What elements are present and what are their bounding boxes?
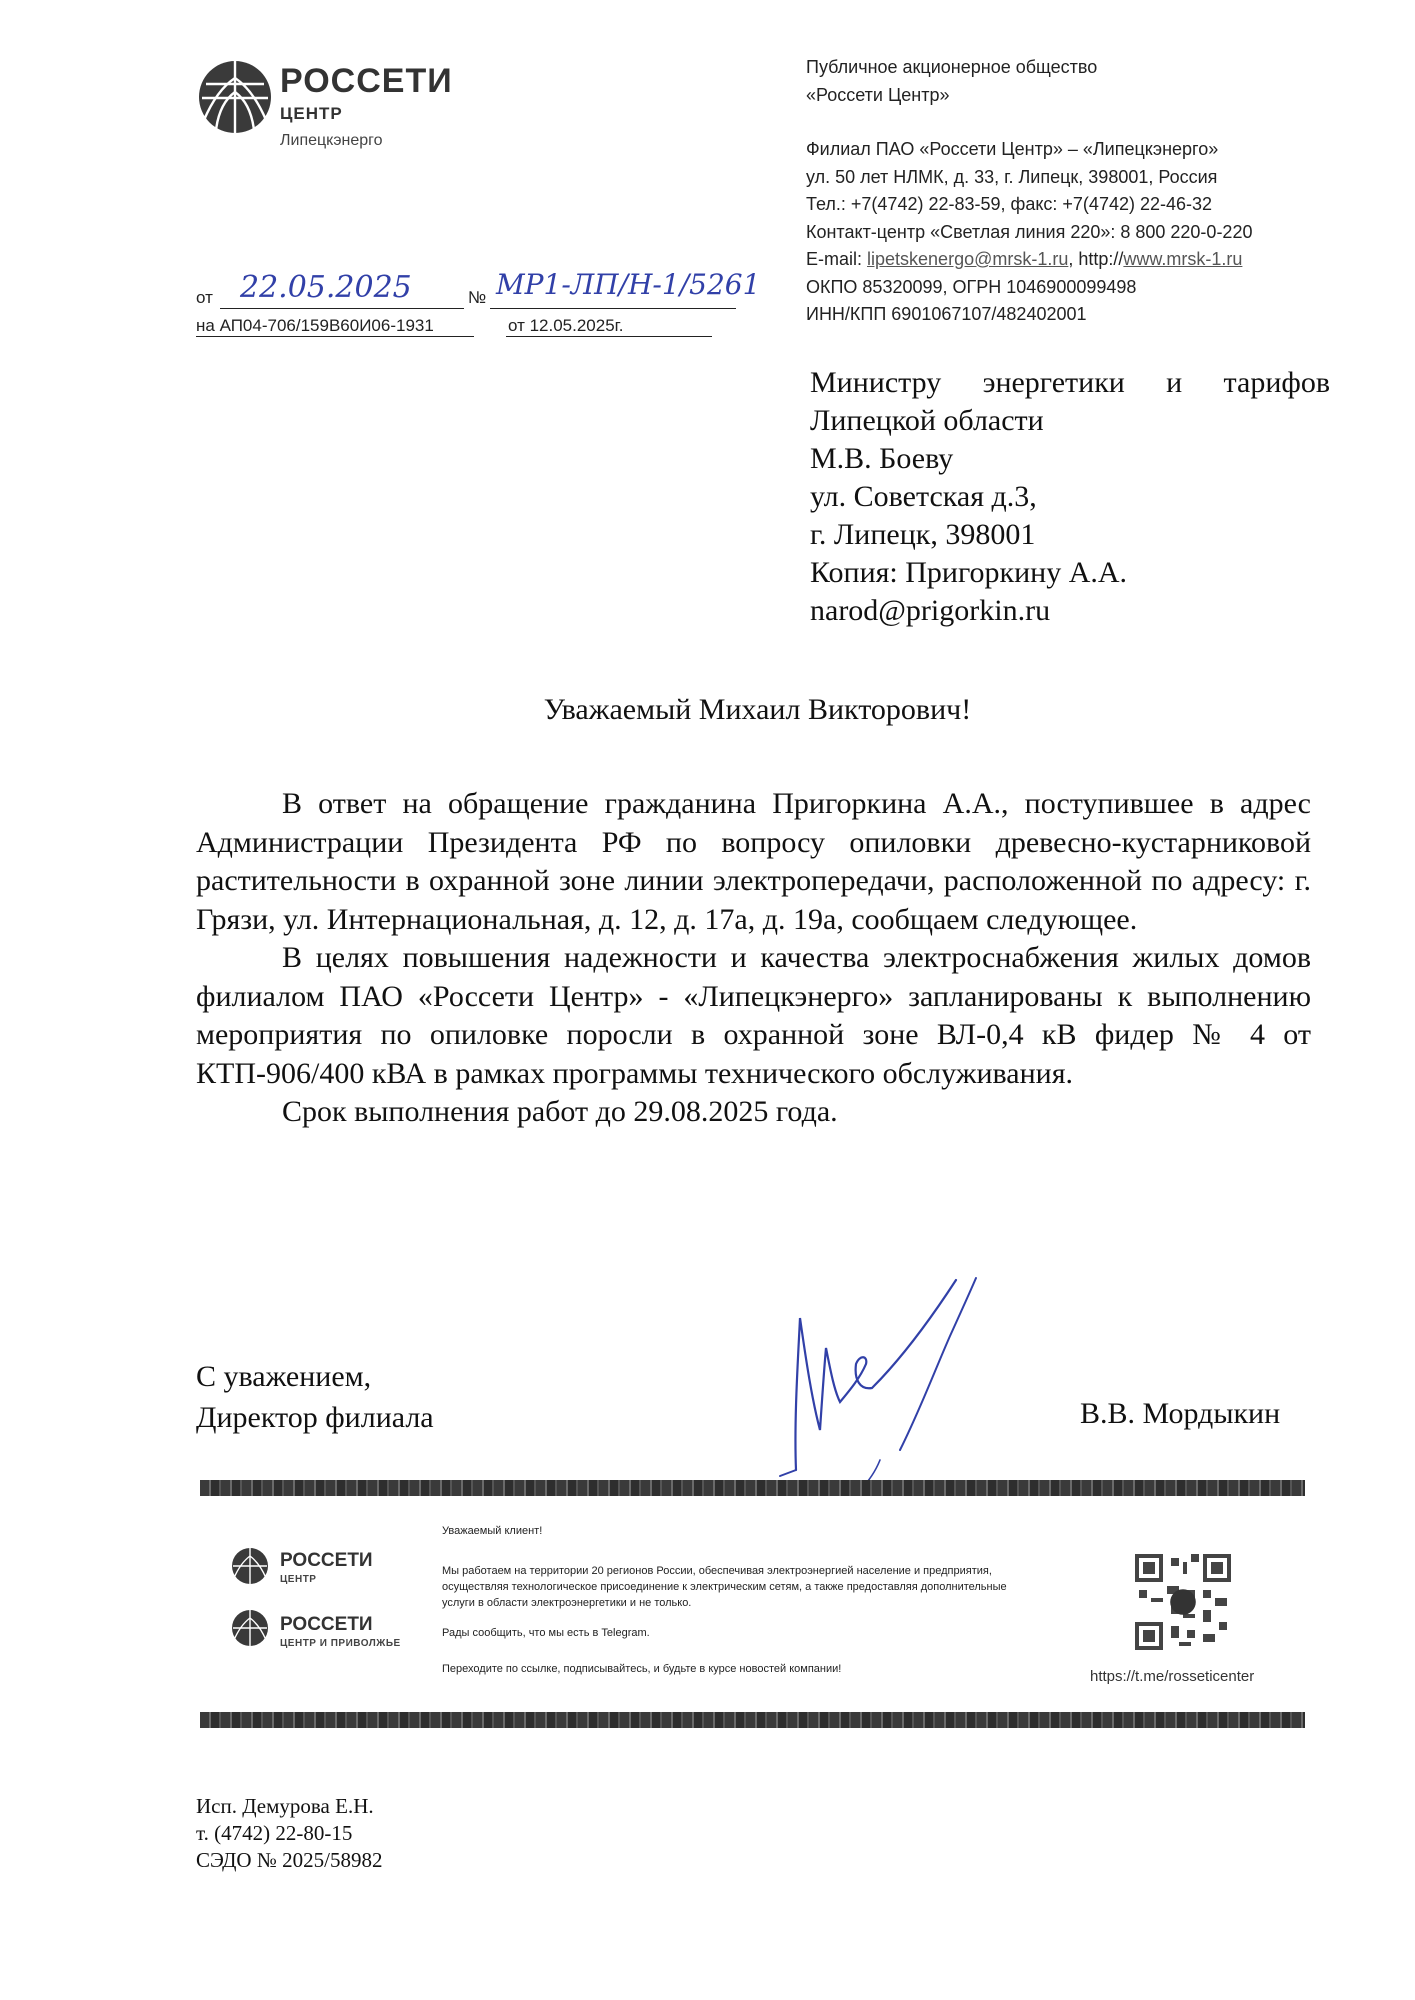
- info-banner: [200, 1480, 1305, 1730]
- banner-greeting: Уважаемый клиент!: [442, 1525, 543, 1537]
- telegram-url[interactable]: https://t.me/rosseticenter: [1090, 1668, 1255, 1685]
- web-prefix: , http://: [1068, 249, 1124, 269]
- company-line-3: Филиал ПАО «Россети Центр» – «Липецкэнерго»: [806, 139, 1219, 159]
- company-line-8: ОКПО 85320099, ОГРН 1046900099498: [806, 276, 1137, 297]
- reference-block: [196, 262, 796, 342]
- executor-name: Исп. Демурова Е.Н.: [196, 1794, 374, 1818]
- recipient-line: Министру энергетики и тарифов: [810, 366, 1330, 399]
- banner-logo-2-sub: ЦЕНТР И ПРИВОЛЖЬЕ: [280, 1638, 401, 1649]
- company-line-6: Контакт-центр «Светлая линия 220»: 8 800 220-0-220: [806, 221, 1253, 242]
- handwritten-date: 22.05.2025: [240, 270, 412, 305]
- recipient-line: Липецкой области: [810, 404, 1044, 437]
- rosseti-emblem-icon: [196, 58, 274, 136]
- company-line-2: «Россети Центр»: [806, 84, 950, 105]
- banner-stripe-bottom: [200, 1712, 1305, 1728]
- salutation: [0, 693, 1415, 727]
- banner-text-line: осуществляя технологическое присоединение к электрическим сетям, а также предоставляя дополнительные: [442, 1581, 1007, 1593]
- letter-body: [196, 785, 1311, 1132]
- banner-text-line: Мы работаем на территории 20 регионов России, обеспечивая электроэнергией население и предприятия,: [442, 1565, 992, 1577]
- recipient-block: [810, 364, 1330, 630]
- banner-logo-1: РОССЕТИ: [280, 1550, 373, 1571]
- banner-subscribe-line: Переходите по ссылке, подписывайтесь, и будьте в курсе новостей компании!: [442, 1663, 842, 1675]
- email-prefix: E-mail:: [806, 249, 868, 269]
- logo-branch: Липецкэнерго: [280, 132, 383, 149]
- signer-name: В.В. Мордыкин: [1080, 1397, 1281, 1430]
- company-info: [806, 54, 1366, 329]
- recipient-line: Копия: Пригоркину А.А.: [810, 556, 1128, 589]
- company-line-7: [806, 246, 1366, 274]
- number-label: №: [468, 288, 487, 307]
- on-reference-date: от 12.05.2025г.: [508, 316, 624, 335]
- company-line-5: Тел.: +7(4742) 22-83-59, факс: +7(4742) 22-46-32: [806, 194, 1213, 214]
- rosseti-emblem-icon: [230, 1546, 270, 1586]
- banner-text-line: услуги в области электроэнергетики и не только.: [442, 1597, 692, 1609]
- banner-telegram-line: Рады сообщить, что мы есть в Telegram.: [442, 1627, 650, 1639]
- banner-logo-2: РОССЕТИ: [280, 1614, 373, 1635]
- from-label: от: [196, 288, 213, 307]
- recipient-line: narod@prigorkin.ru: [810, 594, 1051, 627]
- company-line-4: ул. 50 лет НЛМК, д. 33, г. Липецк, 398001, Россия: [806, 166, 1218, 187]
- salutation-text: Уважаемый Михаил Викторович!: [543, 693, 972, 726]
- banner-logo-1-sub: ЦЕНТР: [280, 1574, 317, 1585]
- logo-brand: РОССЕТИ: [280, 62, 453, 100]
- company-line-9: ИНН/КПП 6901067107/482402001: [806, 304, 1087, 324]
- recipient-line: ул. Советская д.3,: [810, 480, 1037, 513]
- logo-subtitle: ЦЕНТР: [280, 104, 343, 123]
- signer-title: Директор филиала: [196, 1401, 434, 1434]
- rosseti-emblem-icon: [230, 1608, 270, 1648]
- closing-line: С уважением,: [196, 1360, 372, 1393]
- recipient-line: г. Липецк, 398001: [810, 518, 1036, 551]
- on-reference: на АП04-706/159В60И06-1931: [196, 316, 434, 335]
- sedo-number: СЭДО № 2025/58982: [196, 1848, 383, 1872]
- banner-stripe-top: [200, 1480, 1305, 1496]
- executor-phone: т. (4742) 22-80-15: [196, 1821, 353, 1845]
- website-link[interactable]: www.mrsk-1.ru: [1123, 249, 1243, 269]
- body-paragraph: Срок выполнения работ до 29.08.2025 года.: [282, 1095, 838, 1128]
- rosseti-logo: [196, 50, 456, 160]
- body-paragraph: В целях повышения надежности и качества электроснабжения жилых домов филиалом ПАО «Россети Центр» - «Липецкэнерго» запланированы к выполнению мероприятия по опиловке поросли в охранной зоне ВЛ-0,4 кВ фидер № 4 от КТП-906/400 кВА в рамках программы технического обслуживания.: [196, 941, 1311, 1090]
- email-link[interactable]: lipetskenergo@mrsk-1.ru: [867, 249, 1069, 269]
- company-line-1: Публичное акционерное общество: [806, 57, 1098, 77]
- recipient-line: М.В. Боеву: [810, 442, 954, 475]
- body-paragraph: В ответ на обращение гражданина Пригоркина А.А., поступившее в адрес Администрации Президента РФ по вопросу опиловки древесно-кустарниковой растительности в охранной зоне линии электропередачи, расположенной по адресу: г. Грязи, ул. Интернациональная, д. 12, д. 17а, д. 19а, сообщаем следующее.: [196, 787, 1311, 936]
- closing-block: [196, 1356, 434, 1438]
- handwritten-number: МР1-ЛП/Н-1/5261: [496, 268, 761, 301]
- executor-block: [196, 1793, 382, 1874]
- qr-code-icon[interactable]: [1135, 1554, 1231, 1650]
